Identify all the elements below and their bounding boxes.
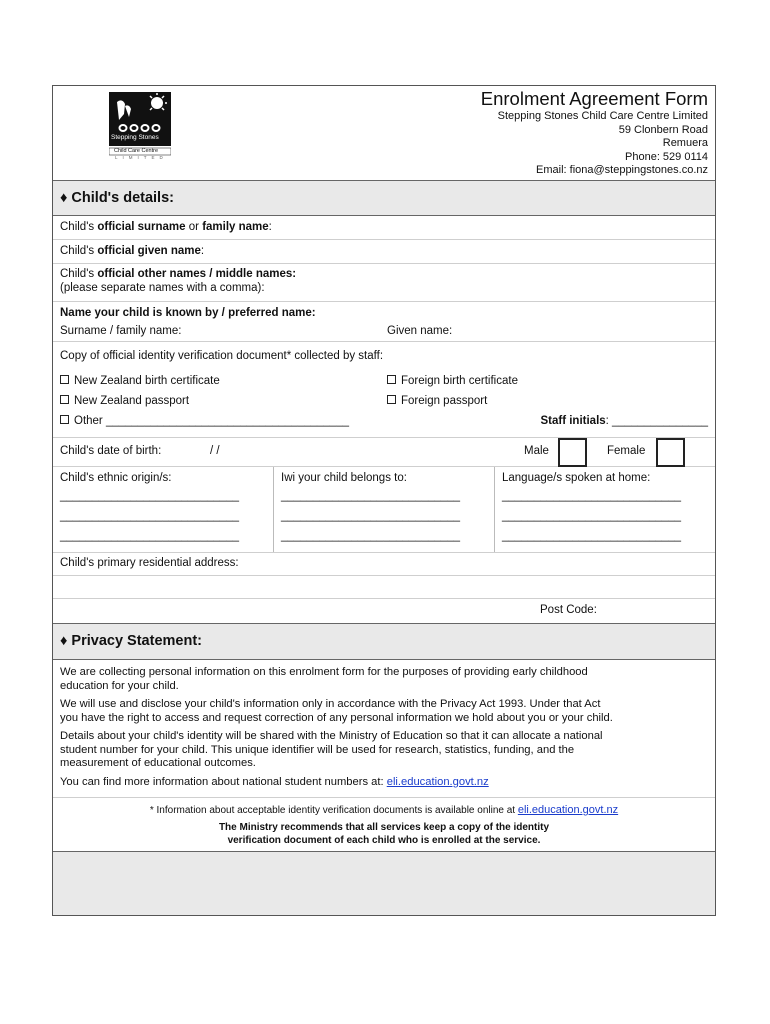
checkbox-icon[interactable] xyxy=(60,415,69,424)
identity-docs-row xyxy=(53,342,715,438)
other-names-row[interactable] xyxy=(53,264,715,302)
given-name-row[interactable] xyxy=(53,240,715,264)
preferred-name-label: Name your child is known by / preferred name: xyxy=(60,307,316,319)
nz-passport-option[interactable]: New Zealand passport xyxy=(60,395,189,407)
form-header xyxy=(53,86,715,181)
checkbox-icon[interactable] xyxy=(387,395,396,404)
other-names-hint: (please separate names with a comma): xyxy=(60,282,265,294)
address-row[interactable] xyxy=(53,553,715,576)
column-divider xyxy=(494,467,495,552)
ethnic-line-1[interactable]: ____________________________ xyxy=(60,490,240,502)
male-label: Male xyxy=(524,445,549,457)
dob-label: Child's date of birth: xyxy=(60,445,162,457)
language-line-1[interactable]: ____________________________ xyxy=(502,490,682,502)
language-line-3[interactable]: ____________________________ xyxy=(502,530,682,542)
privacy-statement xyxy=(53,660,715,798)
female-checkbox[interactable] xyxy=(656,438,685,467)
preferred-given-label: Given name: xyxy=(387,325,453,337)
footnote-link[interactable]: eli.education.govt.nz xyxy=(517,804,619,816)
address-label: Child's primary residential address: xyxy=(60,557,239,569)
dob-gender-row xyxy=(53,438,715,467)
checkbox-icon[interactable] xyxy=(60,395,69,404)
privacy-p2-line2: you have the right to access and request correction of any personal information we hold about you or your child. xyxy=(60,711,613,724)
iwi-line-3[interactable]: ____________________________ xyxy=(281,530,461,542)
privacy-p1-line2: education for your child. xyxy=(60,679,179,692)
foreign-birth-cert-option[interactable]: Foreign birth certificate xyxy=(387,375,518,387)
company-name: Stepping Stones Child Care Centre Limited xyxy=(497,110,708,122)
privacy-heading-row xyxy=(53,624,715,660)
enrolment-form xyxy=(52,85,716,916)
preferred-name-row[interactable] xyxy=(53,302,715,342)
checkbox-icon[interactable] xyxy=(60,375,69,384)
logo-limited: LIMITED xyxy=(115,155,168,160)
logo-name: Stepping Stones xyxy=(111,134,159,141)
company-address-2: Remuera xyxy=(662,137,708,149)
child-details-heading: ♦ Child's details: xyxy=(60,190,174,206)
preferred-surname-label: Surname / family name: xyxy=(60,325,182,337)
male-checkbox[interactable] xyxy=(558,438,587,467)
privacy-p2-line1: We will use and disclose your child's information only in accordance with the Privacy Act 1993. Under that Act xyxy=(60,698,601,710)
privacy-text xyxy=(60,666,710,789)
company-email: Email: fiona@steppingstones.co.nz xyxy=(536,164,708,176)
company-address-1: 59 Clonbern Road xyxy=(618,123,708,136)
other-names-label: Child's official other names / middle names: xyxy=(60,268,297,280)
ministry-note-line1: The Ministry recommends that all services keep a copy of the identity xyxy=(218,822,550,833)
iwi-label: Iwi your child belongs to: xyxy=(281,472,407,484)
origin-iwi-language-row xyxy=(53,467,715,553)
other-option[interactable]: Other ______________________________________ xyxy=(60,415,349,427)
ministry-note-line2: verification document of each child who is enrolled at the service. xyxy=(227,835,541,846)
ethnic-line-3[interactable]: ____________________________ xyxy=(60,530,240,542)
privacy-p3-line1: Details about your child's identity will be shared with the Ministry of Education so that it can allocate a national xyxy=(60,730,603,742)
female-label: Female xyxy=(607,445,646,457)
copy-doc-label: Copy of official identity verification document* collected by staff: xyxy=(60,350,384,362)
iwi-line-1[interactable]: ____________________________ xyxy=(281,490,461,502)
iwi-line-2[interactable]: ____________________________ xyxy=(281,510,461,522)
form-title: Enrolment Agreement Form xyxy=(480,88,708,109)
privacy-p1-line1: We are collecting personal information on this enrolment form for the purposes of providing early childhood xyxy=(60,666,588,678)
privacy-p3-line3: measurement of educational outcomes. xyxy=(60,757,256,769)
column-divider xyxy=(273,467,274,552)
foreign-passport-option[interactable]: Foreign passport xyxy=(387,395,487,407)
identity-footnote: * Information about acceptable identity verification documents is available online at eli.education.govt.nz xyxy=(149,804,619,816)
ethnic-origin-label: Child's ethnic origin/s: xyxy=(60,472,172,484)
nz-birth-cert-option[interactable]: New Zealand birth certificate xyxy=(60,375,220,387)
privacy-heading: ♦ Privacy Statement: xyxy=(60,633,202,649)
surname-row[interactable] xyxy=(53,216,715,240)
checkbox-icon[interactable] xyxy=(387,375,396,384)
footnote-row xyxy=(53,798,715,852)
privacy-p3-line2: student number for your child. This unique identifier will be used for research, statistics, funding, and the xyxy=(60,743,575,756)
company-phone: Phone: 529 0114 xyxy=(625,150,708,163)
post-code-label: Post Code: xyxy=(540,604,597,616)
given-name-label: Child's official given name: xyxy=(60,245,205,257)
address-line-row[interactable] xyxy=(53,576,715,599)
staff-initials[interactable]: Staff initials: _______________ xyxy=(540,415,708,427)
header-text xyxy=(481,88,708,178)
nsn-info-link[interactable]: eli.education.govt.nz xyxy=(386,775,489,788)
language-line-2[interactable]: ____________________________ xyxy=(502,510,682,522)
child-details-heading-row xyxy=(53,181,715,216)
language-label: Language/s spoken at home: xyxy=(502,472,651,484)
form-footer-band xyxy=(53,852,715,915)
ethnic-line-2[interactable]: ____________________________ xyxy=(60,510,240,522)
logo-sub: Child Care Centre xyxy=(114,148,159,154)
surname-label: Child's official surname or family name: xyxy=(60,221,272,233)
post-code-row[interactable] xyxy=(53,599,715,624)
dob-separators[interactable]: / / xyxy=(210,445,220,457)
privacy-p4: You can find more information about national student numbers at: eli.education.govt.nz xyxy=(60,775,489,788)
